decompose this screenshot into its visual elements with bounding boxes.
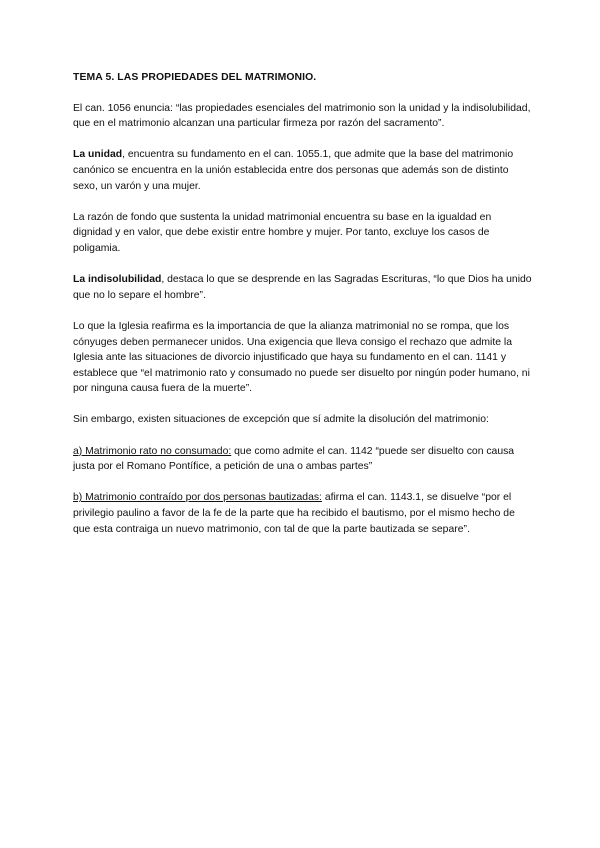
heading-rato-no-consumado: a) Matrimonio rato no consumado: <box>73 445 232 457</box>
paragraph-indisolubilidad <box>73 272 533 303</box>
term-indisolubilidad: La indisolubilidad <box>73 274 162 286</box>
paragraph-razon-de-fondo: La razón de fondo que sustenta la unidad matrimonial encuentra su base en la igualdad en dignidad y en valor, que debe existir entre hombre y mujer. Por tanto, excluye los casos de poligamia. <box>73 211 492 254</box>
document-title: TEMA 5. LAS PROPIEDADES DEL MATRIMONIO. <box>73 72 317 83</box>
term-unidad: La unidad <box>73 149 123 161</box>
paragraph-excepciones: Sin embargo, existen situaciones de excepción que sí admite la disolución del matrimonio: <box>73 414 489 426</box>
paragraph-personas-bautizadas <box>73 490 533 537</box>
paragraph-iglesia-reafirma: Lo que la Iglesia reafirma es la importancia de que la alianza matrimonial no se rompa, que los cónyuges deben permanecer unidos. Una exigencia que lleva consigo el rechazo que admite la Iglesia ante las situaciones de divorcio injustificado que haya su fundamento en el can. 1141 y establece que “el matrimonio rato y consumado no puede ser disuelto por ningún poder humano, ni por ninguna causa fuera de la muerte”. <box>73 320 530 395</box>
document-page <box>73 70 533 553</box>
paragraph-unidad-text: , encuentra su fundamento en el can. 1055.1, que admite que la base del matrimonio canónico se encuentra en la unión establecida entre dos personas que además son de distinto sexo, un varón y una mujer. <box>73 149 514 192</box>
heading-personas-bautizadas: b) Matrimonio contraído por dos personas bautizadas: <box>73 492 322 504</box>
paragraph-can-1056: El can. 1056 enuncia: “las propiedades esenciales del matrimonio son la unidad y la indisolubilidad, que en el matrimonio alcanzan una particular firmeza por razón del sacramento”. <box>73 102 531 130</box>
paragraph-personas-bautizadas-text: afirma el can. 1143.1, se disuelve “por el privilegio paulino a favor de la fe de la parte que ha recibido el bautismo, por el mismo hecho de que esta contraiga un nuevo matrimonio, con tal de que la parte bautizada se separe”. <box>73 492 515 535</box>
paragraph-indisolubilidad-text: , destaca lo que se desprende en las Sagradas Escrituras, “lo que Dios ha unido que no lo separe el hombre”. <box>73 274 532 301</box>
paragraph-rato-no-consumado-text: que como admite el can. 1142 “puede ser disuelto con causa justa por el Romano Pontífice, a petición de una o ambas partes” <box>73 445 515 473</box>
paragraph-rato-no-consumado <box>73 444 533 475</box>
paragraph-unidad <box>73 147 533 194</box>
